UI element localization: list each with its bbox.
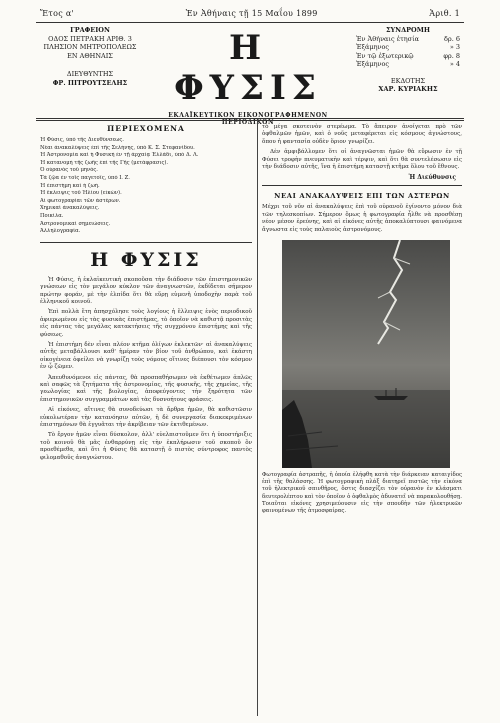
contents-item: Ἡ ἐπιστήμη καὶ ἡ ζωὴ. [40,182,100,189]
subscription-label: Ἐν Ἀθήναις ἐτησία [356,34,420,43]
masthead [40,26,460,126]
contents-item: Ὁ οὐρανὸς τοῦ μηνός. [40,167,98,174]
editorial-paragraph: Αἱ εἰκόνες, αἵτινες θὰ συνοδεύωσι τὰ ἄρθρα ἡμῶν, θὰ καθιστῶσιν εὐκολωτέραν τὴν κατανόησιν αὐτῶν, ἡ δὲ συνεργασία διακεκριμένων ἐπιστημόνων θὰ ἐγγυᾶται τὴν ἀκρίβειαν τῶν ἐκτιθεμένων. [40,407,252,429]
article-intro: Μέχρι τοῦ νῦν αἱ ἀνακαλύψεις ἐπὶ τοῦ οὐρανοῦ ἐγίνοντο μόνον διὰ τῶν τηλεσκοπίων. Σήμερον ὅμως ἡ φωτογραφία ἦλθε νὰ προσθέσῃ νέον μέσον ἐρεύνης, καὶ αἱ εἰκόνες αὐτῆς ἀποκαλύπτουσι φαινόμενα ἄγνωστα εἰς τοὺς παλαιοὺς ἀστρονόμους. [262,204,462,233]
subscription-row [356,60,460,69]
date-line: Ἐν Ἀθήναις τῇ 15 Μαΐου 1899 [185,9,318,18]
masthead-rule [36,118,464,119]
office-line: ΕΝ ΑΘΗΝΑΙΣ [67,51,113,60]
office-line: ΟΔΟΣ ΠΕΤΡΑΚΗ ΑΡΙΘ. 3 [48,34,132,43]
right-column [262,124,462,515]
subscription-label: Ἑξάμηνος [356,60,390,68]
editorial-paragraph: Ἡ Φύσις, ἡ ἐκλαϊκευτικὴ σκοποῦσα τὴν διάδοσιν τῶν ἐπιστημονικῶν γνώσεων εἰς τὸν μεγάλον κύκλον τῶν ἀναγνωστῶν, ἐκδίδεται σήμερον πρώτην φοράν, μὲ τὴν ἐλπίδα ὅτι θὰ εὕρῃ εὐμενῆ ὑποδοχὴν παρὰ τοῦ ἑλληνικοῦ κοινοῦ. [40,276,252,305]
contents-item: Ἡ κατανομὴ τῆς ζωῆς ἐπὶ τῆς Γῆς (μετάφρασις). [40,159,169,166]
editorial-paragraph: Τὸ ἔργον ἡμῶν εἶναι δύσκολον, ἀλλ' εὐελπιστοῦμεν ὅτι ἡ ὑποστήριξις τοῦ κοινοῦ θὰ μᾶς ἐνθαρρύνῃ εἰς τὴν ἐκπλήρωσιν τοῦ σκοποῦ ὃν προεθέμεθα, καὶ ὅτι ἡ Φύσις θὰ καταστῇ ὁ πιστὸς σύντροφος παντὸς φιλομαθοῦς ἀναγνώστου. [40,432,252,461]
editorial-paragraph: Ἐπὶ πολλὰ ἔτη ἀπησχόλησε τοὺς λογίους ἡ ἔλλειψις ἑνὸς περιοδικοῦ ἀφιερωμένου εἰς τὰς φυσικὰς ἐπιστήμας, τὸ ὁποῖον νὰ καθιστᾷ προσιτὰς εἰς πάντας τὰς μεγάλας κατακτήσεις τῆς συγχρόνου ἐπιστήμης καὶ τῆς φύσεως. [40,309,252,338]
photo-caption: Φωτογραφία ἀστραπῆς, ἡ ὁποία ἐλήφθη κατὰ τὴν διάρκειαν καταιγίδος ἐπὶ τῆς θαλάσσης. Ἡ φωτογραφικὴ πλάξ διατηρεῖ πιστῶς τὴν εἰκόνα τοῦ ἠλεκτρικοῦ σπινθῆρος, ὅστις διασχίζει τὸν οὐρανὸν ἐν κλάσματι δευτερολέπτου καὶ τὸν ὁποῖον ὁ ὀφθαλμὸς ἀδυνατεῖ νὰ παρακολουθήσῃ. Τοιαῦται εἰκόνες χρησιμεύουσιν εἰς τὴν σπουδὴν τῶν ἠλεκτρικῶν φαινομένων τῆς ἀτμοσφαίρας. [262,472,462,515]
article-headline: ΝΕΑΙ ΑΝΑΚΑΛΥΨΕΙΣ ΕΠΙ ΤΩΝ ΑΣΤΕΡΩΝ [274,192,450,201]
contents-list [40,137,252,236]
subscription-row [356,52,460,61]
newspaper-title: Η ΦΥΣΙΣ [174,28,322,108]
subscription-label: Ἑξάμηνος [356,43,390,51]
header-line [40,9,460,18]
subscription-value: » 3 [449,43,460,51]
editorial-paragraph: τὸ μέγα σκοτεινὸν στερέωμα. Τὸ ἄπειρον ἀνοίγεται πρὸ τῶν ὀφθαλμῶν ἡμῶν, καὶ ὁ νοῦς μεταφέρεται εἰς κόσμους ἀγνώστους, ὅπου ἡ φαντασία οὐδὲν ὅριον γνωρίζει. [262,124,462,145]
issue-number: Ἀριθ. 1 [429,9,460,18]
subscription-row [356,43,460,52]
subscription-block [356,26,460,94]
contents-title: ΠΕΡΙΕΧΟΜΕΝΑ [107,124,185,133]
section-rule [40,242,252,243]
contents-item: Ἡ ἔκλειψις τοῦ Ἡλίου (εἰκών). [40,190,122,197]
subscription-value: φρ. 8 [443,51,460,60]
lightning-branch [378,258,410,330]
contents-item: Ἀλληλογραφία. [40,228,81,235]
editorial-body [40,277,252,462]
lightning-photo [282,240,450,468]
office-block [40,26,140,87]
contents-item: Τὰ ζῷα ἐν τοῖς παγετοῖς, ὑπὸ Ι. Ζ. [40,174,130,181]
editorial-continuation [262,124,462,171]
lightning-photo-illustration [282,240,450,468]
newspaper-subtitle: ΕΚΛΑΪΚΕΥΤΙΚΟΝ ΕΙΚΟΝΟΓΡΑΦΗΜΕΝΟΝ ΠΕΡΙΟΔΙΚΟΝ [168,112,328,126]
subscription-title: ΣΥΝΔΡΟΜΗ [385,26,431,34]
title-block [152,28,344,126]
contents-item: Νέαι ἀνακαλύψεις ἐπὶ τῆς Σελήνης, ὑπὸ Κ. Σ. Στεφανίδου. [40,144,195,151]
header-rule [36,22,464,23]
subscription-value: » 4 [449,60,460,68]
publisher-name: ΧΑΡ. ΚΥΡΙΑΚΗΣ [378,85,438,93]
editorial-paragraph: Δὲν ἀμφιβάλλομεν ὅτι οἱ ἀναγνῶσται ἡμῶν θὰ εὕρωσιν ἐν τῇ Φύσει τροφὴν πνευματικὴν καὶ τέρψιν, καὶ ὅτι θὰ συντελέσωσιν εἰς τὴν διάδοσιν αὐτῆς, ἵνα ἡ ἐπιστήμη καταστῇ κτῆμα ὅλου τοῦ ἔθνους. [262,149,462,171]
column-divider [257,120,258,716]
subscription-label: Ἐν τῷ ἐξωτερικῷ [356,51,414,60]
masthead-rule-double [36,120,464,121]
left-column [40,124,252,465]
contents-item: Χημικαὶ ἀνακαλύψεις. [40,205,100,212]
year-label: Ἔτος α' [40,9,75,18]
publisher-role: ΕΚΔΟΤΗΣ [390,76,426,85]
office-line: ΓΡΑΦΕΙΟΝ [70,26,110,34]
signature: Ἡ Διεύθυνσις [408,174,456,182]
contents-item: Ἡ Φύσις, ὑπὸ τῆς Διευθύνσεως. [40,137,124,143]
section-title: Η ΦΥΣΙΣ [90,248,202,271]
editorial-paragraph: Ἀπευθυνόμενοι εἰς πάντας, θὰ προσπαθήσωμεν νὰ ἐκθέτωμεν ἁπλῶς καὶ σαφῶς τὰ ζητήματα τῆς ἀστρονομίας, τῆς φυσικῆς, τῆς χημείας, τῆς γεωλογίας καὶ τῆς βιολογίας, ἀποφεύγοντες τὴν ξηρότητα τῶν ἐπιστημονικῶν συγγραμμάτων καὶ τὰς δυσνοήτους φράσεις. [40,374,252,403]
contents-item: Ποικίλα. [40,212,64,219]
director-name: ΦΡ. ΠΙΤΡΟΥΤΣΕΛΗΣ [52,78,128,87]
office-line: ΠΛΗΣΙΟΝ ΜΗΤΡΟΠΟΛΕΩΣ [43,43,137,51]
article-rule [262,185,462,186]
ship-silhouette [374,396,408,400]
director-role: ΔΙΕΥΘΥΝΤΗΣ [66,70,114,78]
contents-item: Ἡ Ἀστρονομία καὶ ἡ Φυσικὴ ἐν τῇ ἀρχαίᾳ Ἑλλάδι, ὑπὸ Δ. Λ. [40,152,199,159]
subscription-row [356,35,460,44]
editorial-paragraph: Ἡ ἐπιστήμη δὲν εἶναι πλέον κτῆμα ὀλίγων ἐκλεκτῶν· αἱ ἀνακαλύψεις αὐτῆς μεταβάλλουσι καθ' ἡμέραν τὸν βίον τοῦ ἀνθρώπου, καὶ ἑκάστη οἰκογένεια ὀφείλει νὰ γνωρίζῃ τοὺς νόμους οἵτινες διέπουσι τὸν κόσμον ἐν ᾧ ζῶμεν. [40,341,252,371]
subscription-value: δρ. 6 [443,34,460,43]
contents-item: Ἀστρονομικαὶ σημειώσεις. [40,220,111,227]
contents-item: Αἱ φωτογραφίαι τῶν ἀστέρων. [40,197,121,204]
